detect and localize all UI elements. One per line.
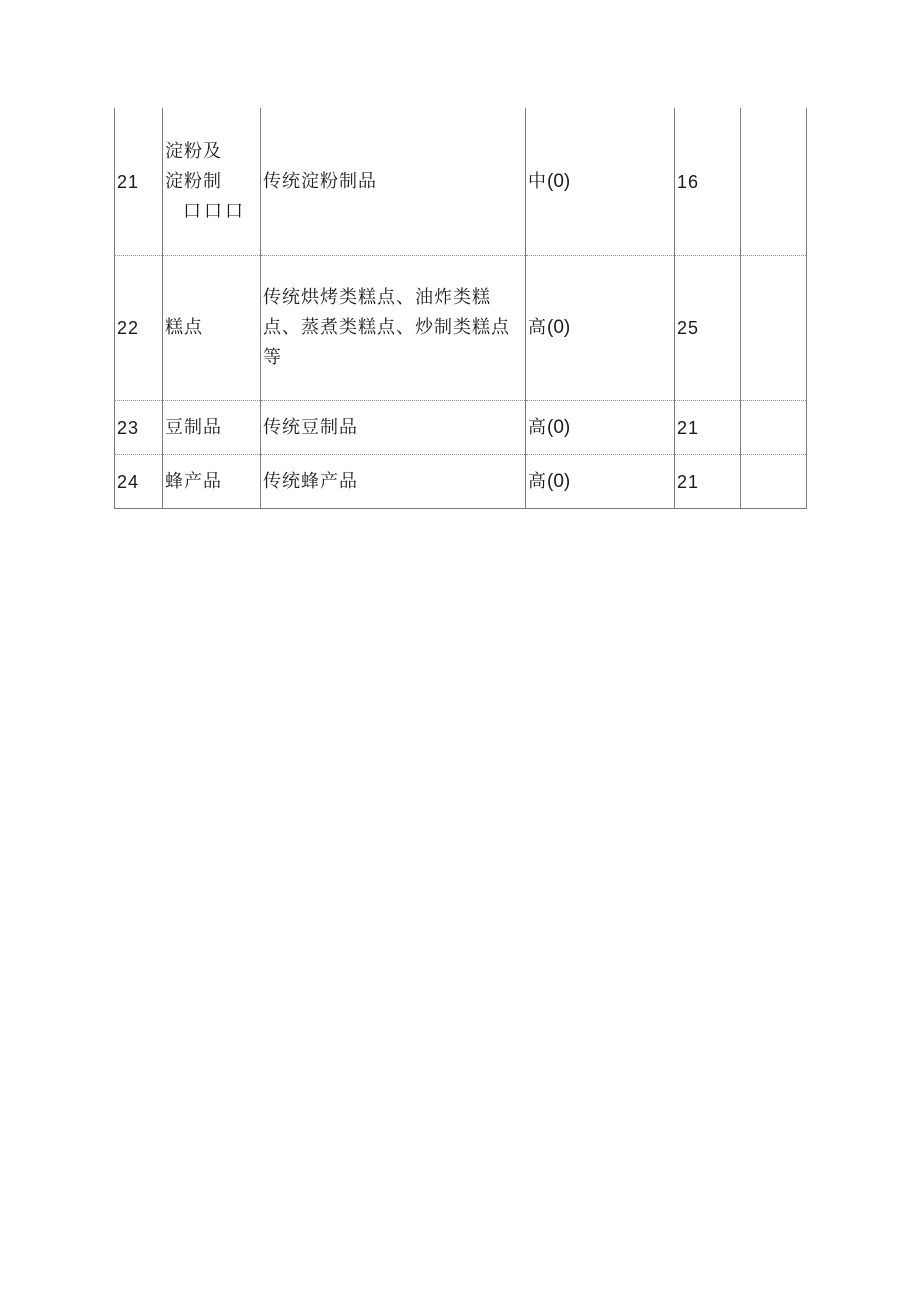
table-row xyxy=(115,455,807,509)
category-line: 淀粉及 xyxy=(165,140,222,162)
detail-cell: 传统豆制品 xyxy=(261,401,526,455)
score-cell: 21 xyxy=(675,455,741,509)
risk-code: (0) xyxy=(547,470,571,492)
extra-cell xyxy=(741,401,807,455)
risk-cell xyxy=(526,256,675,401)
risk-level: 高 xyxy=(528,470,547,492)
score-cell: 21 xyxy=(675,401,741,455)
risk-level: 高 xyxy=(528,416,547,438)
row-number: 22 xyxy=(115,256,163,401)
risk-code: (0) xyxy=(547,416,571,438)
category-cell xyxy=(163,256,261,401)
risk-code: (0) xyxy=(547,170,571,192)
risk-cell xyxy=(526,455,675,509)
detail-cell: 传统淀粉制品 xyxy=(261,108,526,256)
category-line: 蜂产品 xyxy=(165,470,222,492)
category-line: 豆制品 xyxy=(165,416,222,438)
risk-cell xyxy=(526,108,675,256)
risk-level: 中 xyxy=(528,170,547,192)
detail-text: 传统烘烤类糕点、油炸类糕点、蒸煮类糕点、炒制类糕点等 xyxy=(263,287,510,368)
score-cell: 16 xyxy=(675,108,741,256)
category-cell xyxy=(163,455,261,509)
risk-code: (0) xyxy=(547,317,571,338)
table-row xyxy=(115,256,807,401)
table-row xyxy=(115,108,807,256)
category-cell xyxy=(163,108,261,256)
extra-cell xyxy=(741,108,807,256)
row-number: 24 xyxy=(115,455,163,509)
risk-cell xyxy=(526,401,675,455)
row-number: 23 xyxy=(115,401,163,455)
category-line: 糕点 xyxy=(165,317,203,338)
category-missing-glyphs: 口口口 xyxy=(183,200,246,222)
document-page xyxy=(114,108,806,509)
detail-cell xyxy=(261,256,526,401)
extra-cell xyxy=(741,256,807,401)
table-row xyxy=(115,401,807,455)
category-line: 淀粉制 xyxy=(165,170,222,192)
category-cell xyxy=(163,401,261,455)
detail-cell: 传统蜂产品 xyxy=(261,455,526,509)
extra-cell xyxy=(741,455,807,509)
risk-level: 高 xyxy=(528,317,547,338)
food-category-table xyxy=(114,108,807,509)
score-cell: 25 xyxy=(675,256,741,401)
row-number: 21 xyxy=(115,108,163,256)
